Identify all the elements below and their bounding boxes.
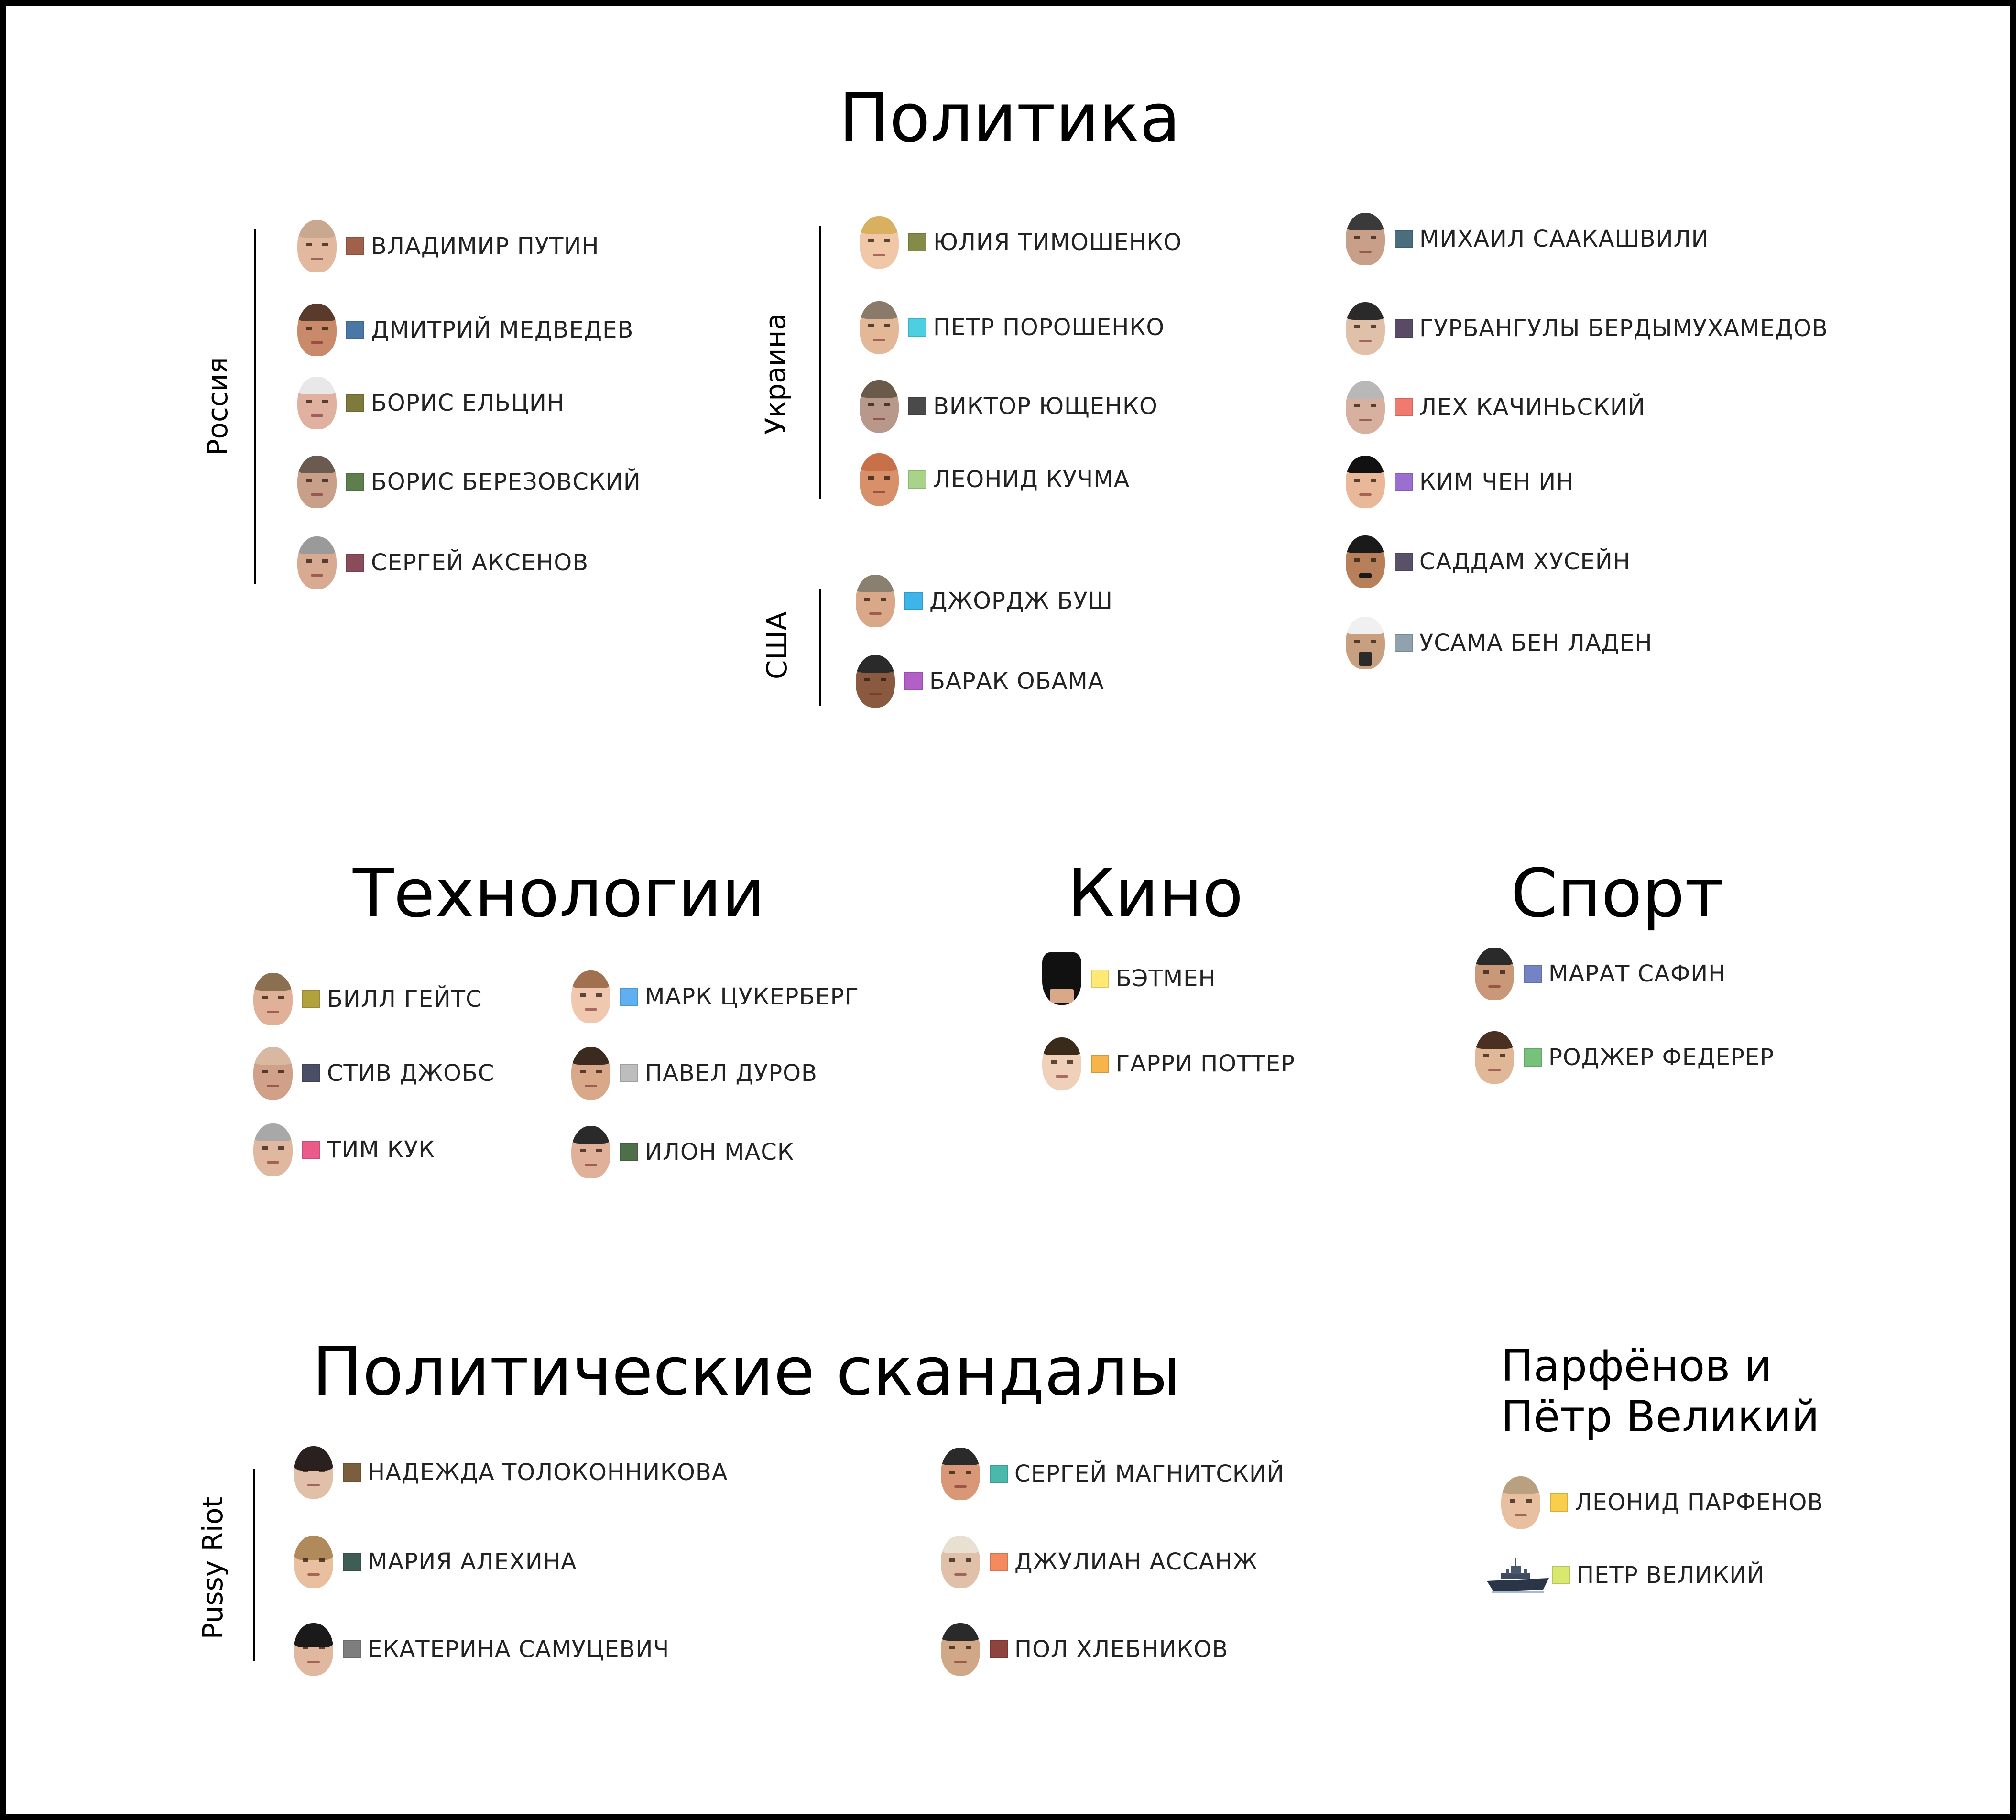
- legend-label: КИМ ЧЕН ИН: [1419, 469, 1574, 495]
- legend-label: ГУРБАНГУЛЫ БЕРДЫМУХАМЕДОВ: [1419, 315, 1828, 342]
- legend-swatch: [343, 1553, 361, 1571]
- yushchenko-face-icon: [860, 380, 899, 433]
- gates-face-icon: [253, 973, 293, 1025]
- kim-face-icon: [1346, 456, 1385, 508]
- legend-entry-yeltsin: [297, 377, 565, 429]
- obama-face-icon: [856, 655, 895, 708]
- russia-bracket-line: [254, 229, 256, 584]
- legend-swatch: [1395, 230, 1413, 248]
- legend-label: ДЖОРДЖ БУШ: [929, 588, 1113, 614]
- samutsevich-face-icon: [294, 1623, 333, 1676]
- legend-swatch: [1091, 1055, 1109, 1073]
- legend-entry-federer: [1475, 1031, 1774, 1084]
- alekhina-face-icon: [294, 1536, 333, 1588]
- legend-swatch: [620, 988, 638, 1006]
- legend-entry-timoshenko: [860, 216, 1182, 269]
- legend-entry-aksenov: [297, 536, 588, 589]
- legend-swatch: [990, 1640, 1008, 1658]
- kuchma-face-icon: [860, 453, 899, 506]
- legend-entry-kuchma: [860, 453, 1130, 506]
- legend-entry-kim: [1346, 456, 1574, 508]
- legend-entry-bush: [856, 575, 1113, 627]
- legend-label: ГАРРИ ПОТТЕР: [1116, 1050, 1295, 1077]
- section-title-sport: Спорт: [1511, 855, 1724, 933]
- legend-swatch: [1395, 473, 1413, 491]
- legend-swatch: [990, 1553, 1008, 1571]
- legend-swatch: [302, 990, 320, 1008]
- legend-label: РОДЖЕР ФЕДЕРЕР: [1548, 1044, 1775, 1071]
- section-title-tech: Технологии: [353, 855, 765, 933]
- legend-swatch: [620, 1143, 638, 1161]
- legend-swatch: [904, 672, 923, 690]
- berezovsky-face-icon: [297, 456, 337, 508]
- berdymukhamedov-face-icon: [1346, 302, 1385, 355]
- warship-icon: [1487, 1556, 1549, 1594]
- section-title-scandals: Политические скандалы: [312, 1333, 1181, 1411]
- safin-face-icon: [1475, 948, 1514, 1000]
- legend-label: СЕРГЕЙ АКСЕНОВ: [371, 549, 589, 576]
- legend-label: ПАВЕЛ ДУРОВ: [645, 1060, 817, 1087]
- legend-swatch: [1395, 398, 1413, 416]
- federer-face-icon: [1475, 1031, 1514, 1084]
- legend-label: ПОЛ ХЛЕБНИКОВ: [1014, 1636, 1229, 1663]
- legend-label: БЭТМЕН: [1116, 965, 1216, 992]
- ukraine-bracket-line: [819, 226, 821, 499]
- aksenov-face-icon: [297, 536, 337, 589]
- magnitsky-face-icon: [941, 1448, 980, 1500]
- legend-entry-cook: [253, 1123, 435, 1176]
- section-title-politics: Политика: [839, 79, 1181, 157]
- legend-label: МАРК ЦУКЕРБЕРГ: [645, 983, 859, 1010]
- legend-label: СТИВ ДЖОБС: [327, 1060, 495, 1087]
- legend-swatch: [1552, 1566, 1570, 1584]
- legend-swatch: [346, 473, 364, 491]
- legend-label: ЛЕХ КАЧИНЬСКИЙ: [1419, 394, 1645, 421]
- legend-label: ЛЕОНИД КУЧМА: [933, 466, 1130, 493]
- legend-label: ЛЕОНИД ПАРФЕНОВ: [1575, 1489, 1824, 1516]
- legend-entry-berdymukhamedov: [1346, 302, 1828, 355]
- group-label-russia: Россия: [201, 357, 234, 456]
- jobs-face-icon: [253, 1047, 293, 1100]
- legend-label: ЕКАТЕРИНА САМУЦЕВИЧ: [368, 1636, 670, 1663]
- legend-label: ДМИТРИЙ МЕДВЕДЕВ: [371, 316, 634, 343]
- legend-swatch: [1395, 319, 1413, 338]
- legend-label: МИХАИЛ СААКАШВИЛИ: [1419, 226, 1709, 252]
- yeltsin-face-icon: [297, 377, 337, 429]
- durov-face-icon: [571, 1047, 610, 1100]
- legend-label: ПЕТР ПОРОШЕНКО: [933, 314, 1165, 341]
- legend-entry-medvedev: [297, 304, 633, 356]
- section-title-cinema: Кино: [1068, 855, 1243, 933]
- kaczynski-face-icon: [1346, 381, 1385, 434]
- legend-swatch: [302, 1064, 320, 1082]
- legend-entry-peter-the-great: [1492, 1549, 1765, 1602]
- legend-entry-saddam: [1346, 535, 1631, 588]
- legend-label: ИЛОН МАСК: [645, 1139, 794, 1166]
- legend-label: ЮЛИЯ ТИМОШЕНКО: [933, 229, 1182, 256]
- legend-label: БОРИС БЕРЕЗОВСКИЙ: [371, 469, 641, 495]
- legend-entry-batman: [1042, 952, 1216, 1005]
- group-label-ukraine: Украина: [759, 313, 792, 435]
- saddam-face-icon: [1346, 535, 1385, 588]
- legend-entry-magnitsky: [941, 1448, 1285, 1500]
- legend-entry-tolokonnikova: [294, 1446, 728, 1499]
- potter-face-icon: [1042, 1037, 1081, 1090]
- zuckerberg-face-icon: [571, 970, 610, 1023]
- legend-label: ТИМ КУК: [327, 1136, 436, 1163]
- legend-entry-potter: [1042, 1037, 1295, 1090]
- legend-label: ПЕТР ВЕЛИКИЙ: [1577, 1562, 1765, 1589]
- legend-label: МАРИЯ АЛЕХИНА: [368, 1548, 577, 1575]
- cook-face-icon: [253, 1123, 293, 1176]
- legend-entry-berezovsky: [297, 456, 641, 508]
- legend-entry-klebnikov: [941, 1623, 1228, 1676]
- klebnikov-face-icon: [941, 1623, 980, 1676]
- legend-entry-samutsevich: [294, 1623, 669, 1676]
- legend-entry-alekhina: [294, 1536, 577, 1588]
- legend-swatch: [1524, 965, 1542, 983]
- legend-label: БИЛЛ ГЕЙТС: [327, 986, 482, 1013]
- group-label-pussy-riot: Pussy Riot: [196, 1496, 229, 1640]
- pussy-riot-bracket-line: [253, 1469, 255, 1661]
- legend-label: БОРИС ЕЛЬЦИН: [371, 390, 565, 416]
- legend-swatch: [1395, 634, 1413, 652]
- legend-swatch: [908, 233, 926, 251]
- legend-entry-assange: [941, 1536, 1258, 1588]
- legend-swatch: [990, 1465, 1008, 1483]
- legend-swatch: [1395, 553, 1413, 571]
- legend-swatch: [620, 1064, 638, 1082]
- legend-swatch: [346, 237, 364, 255]
- legend-entry-kaczynski: [1346, 381, 1645, 434]
- legend-label: ДЖУЛИАН АССАНЖ: [1014, 1548, 1258, 1575]
- legend-swatch: [1091, 970, 1109, 988]
- legend-entry-musk: [571, 1126, 794, 1178]
- legend-swatch: [908, 470, 926, 489]
- legend-entry-durov: [571, 1047, 817, 1100]
- legend-label: ВЛАДИМИР ПУТИН: [371, 233, 599, 260]
- legend-entry-gates: [253, 973, 482, 1025]
- usa-bracket-line: [819, 589, 821, 706]
- legend-swatch: [346, 554, 364, 572]
- parfenov-face-icon: [1501, 1476, 1540, 1529]
- legend-entry-safin: [1475, 948, 1726, 1000]
- putin-face-icon: [297, 220, 337, 272]
- tolokonnikova-face-icon: [294, 1446, 333, 1499]
- legend-label: УСАМА БЕН ЛАДЕН: [1419, 630, 1653, 656]
- legend-entry-zuckerberg: [571, 970, 859, 1023]
- legend-label: МАРАТ САФИН: [1548, 960, 1726, 987]
- bin-laden-face-icon: [1346, 617, 1385, 669]
- legend-swatch: [343, 1640, 361, 1658]
- poroshenko-face-icon: [860, 301, 899, 354]
- legend-swatch: [346, 321, 364, 339]
- timoshenko-face-icon: [860, 216, 899, 269]
- legend-label: ВИКТОР ЮЩЕНКО: [933, 393, 1158, 420]
- section-title-parfenov: Парфёнов и Пётр Великий: [1501, 1341, 1820, 1442]
- legend-label: НАДЕЖДА ТОЛОКОННИКОВА: [368, 1459, 728, 1486]
- legend-entry-poroshenko: [860, 301, 1165, 354]
- saakashvili-face-icon: [1346, 213, 1385, 265]
- legend-swatch: [1524, 1048, 1542, 1067]
- legend-swatch: [302, 1141, 320, 1159]
- legend-swatch: [908, 318, 926, 337]
- legend-label: САДДАМ ХУСЕЙН: [1419, 548, 1631, 575]
- legend-label: БАРАК ОБАМА: [929, 668, 1104, 695]
- legend-swatch: [346, 394, 364, 412]
- legend-entry-putin: [297, 220, 599, 272]
- medvedev-face-icon: [297, 304, 337, 356]
- legend-swatch: [1550, 1493, 1568, 1512]
- legend-label: СЕРГЕЙ МАГНИТСКИЙ: [1014, 1460, 1285, 1487]
- legend-swatch: [343, 1463, 361, 1482]
- musk-face-icon: [571, 1126, 610, 1178]
- legend-swatch: [904, 592, 923, 610]
- legend-entry-yushchenko: [860, 380, 1158, 433]
- legend-entry-parfenov: [1501, 1476, 1823, 1529]
- legend-entry-jobs: [253, 1047, 494, 1100]
- group-label-usa: США: [761, 611, 793, 680]
- legend-entry-saakashvili: [1346, 213, 1709, 265]
- legend-swatch: [908, 397, 926, 415]
- legend-entry-obama: [856, 655, 1104, 708]
- assange-face-icon: [941, 1536, 980, 1588]
- batman-mask-icon: [1042, 952, 1081, 1005]
- bush-face-icon: [856, 575, 895, 627]
- legend-entry-bin-laden: [1346, 617, 1653, 669]
